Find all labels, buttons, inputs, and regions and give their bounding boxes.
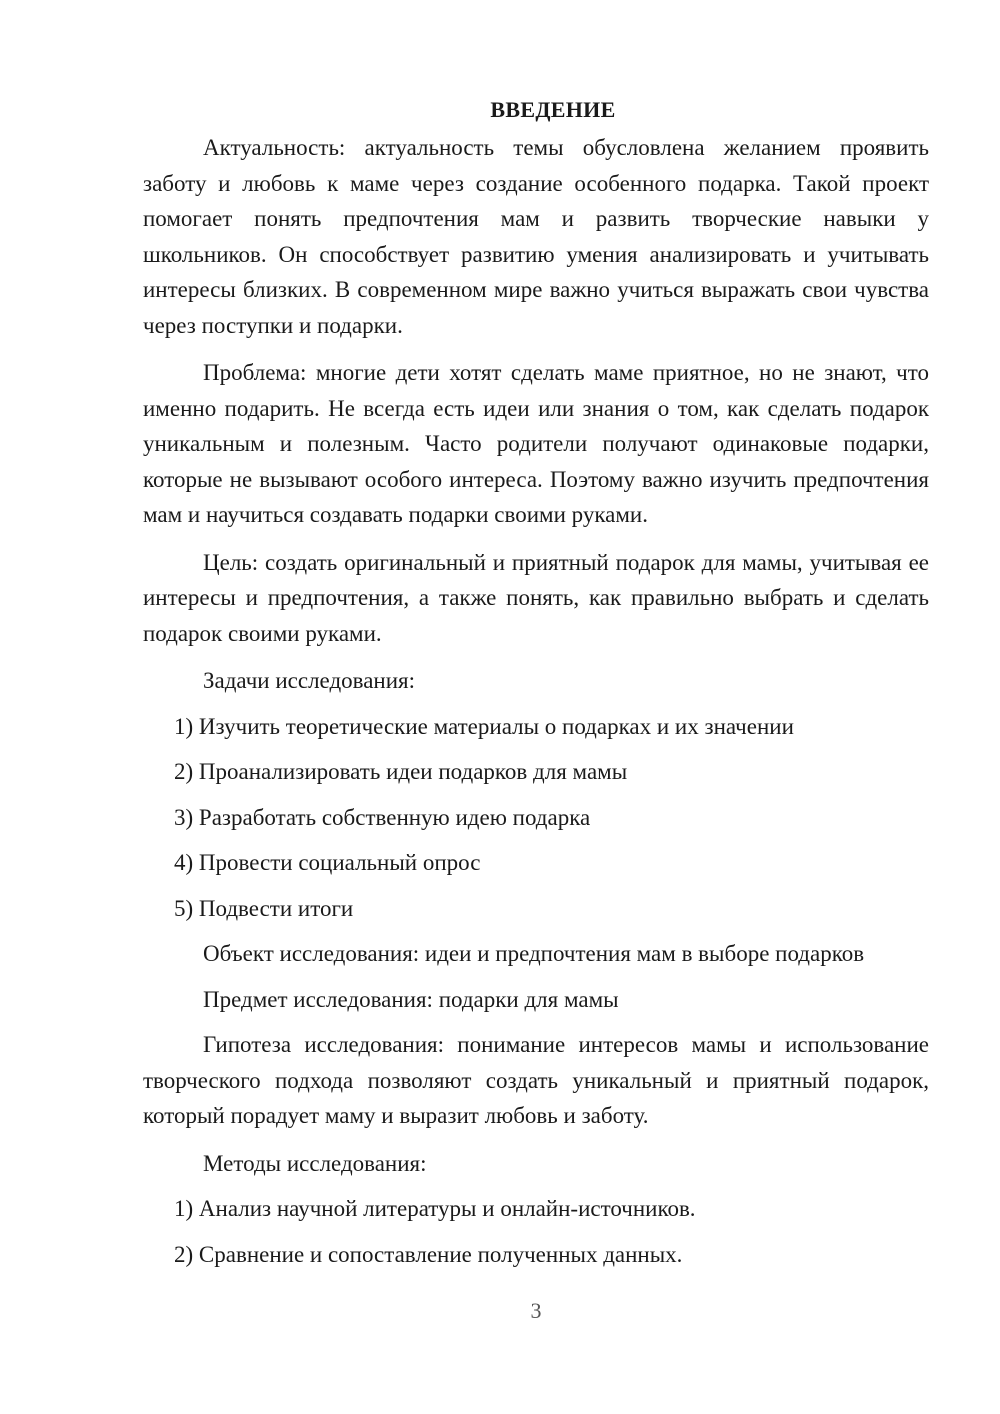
page-number: 3 [530, 1298, 542, 1323]
task-item: 2) Проанализировать идеи подарков для мамы [174, 759, 628, 784]
method-item: 2) Сравнение и сопоставление полученных данных. [174, 1241, 683, 1267]
object-line: Объект исследования: идеи и предпочтения мам в выборе подарков [203, 941, 865, 966]
problem-paragraph: Проблема: многие дети хотят сделать маме приятное, но не знают, что именно подарить. Не всегда есть идеи или знания о том, как сделать подарок уникальным и полезным. Часто родители получают одинаковые подарки, которые не вызывают особого интереса. Поэтому важно изучить предпочтения мам и научиться создавать подарки своими руками. [143, 360, 929, 527]
hypothesis-paragraph: Гипотеза исследования: понимание интересов мамы и использование творческого подхода позволяют создать уникальный и приятный подарок, который порадует маму и выразит любовь и заботу. [143, 1032, 929, 1128]
subject-line: Предмет исследования: подарки для мамы [203, 986, 619, 1012]
page-content [143, 94, 929, 1282]
tasks-heading: Задачи исследования: [203, 668, 416, 693]
task-item: 5) Подвести итоги [174, 895, 354, 921]
task-item: 1) Изучить теоретические материалы о подарках и их значении [174, 713, 794, 739]
task-item: 4) Провести социальный опрос [174, 850, 481, 875]
method-item: 1) Анализ научной литературы и онлайн-источников. [174, 1196, 696, 1221]
section-title: ВВЕДЕНИЕ [490, 97, 616, 122]
methods-heading: Методы исследования: [203, 1150, 427, 1176]
goal-paragraph: Цель: создать оригинальный и приятный подарок для мамы, учитывая ее интересы и предпочтения, а также понять, как правильно выбрать и сделать подарок своими руками. [143, 549, 929, 646]
task-item: 3) Разработать собственную идею подарка [174, 804, 591, 830]
relevance-paragraph: Актуальность: актуальность темы обусловлена желанием проявить заботу и любовь к маме через создание особенного подарка. Такой проект помогает понять предпочтения мам и развить творческие навыки у школьников. Он способствует развитию умения анализировать и учитывать интересы близких. В современном мире важно учиться выражать свои чувства через поступки и подарки. [143, 135, 929, 338]
